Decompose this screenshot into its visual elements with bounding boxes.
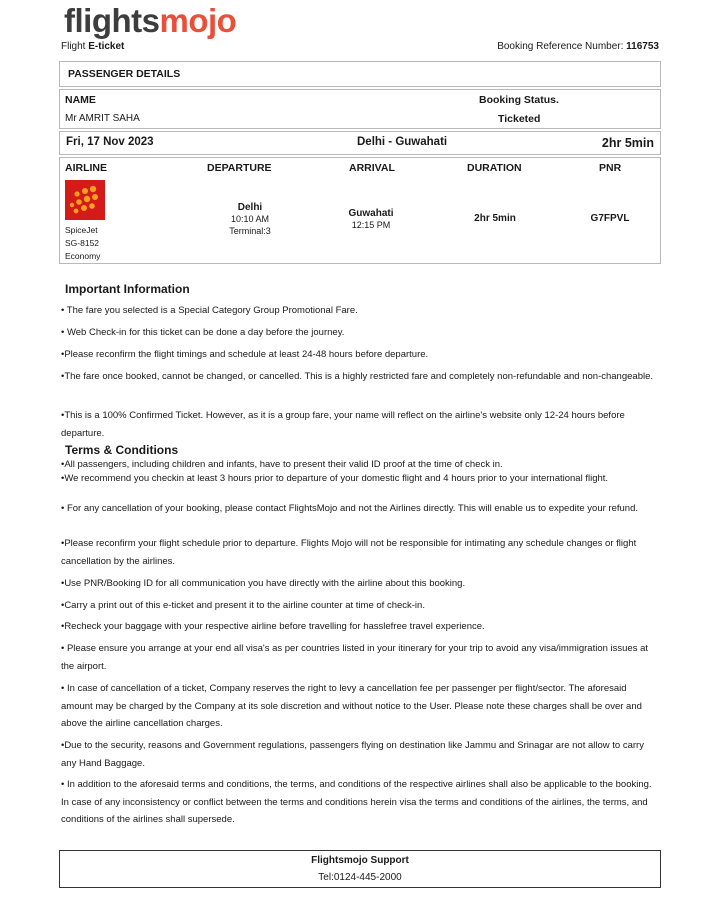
support-box bbox=[59, 850, 661, 888]
terms-title: Terms & Conditions bbox=[65, 443, 179, 457]
important-info-title: Important Information bbox=[65, 282, 190, 296]
booking-status-label: Booking Status. bbox=[479, 94, 559, 106]
name-label: NAME bbox=[65, 94, 96, 106]
departure-city: Delhi bbox=[237, 202, 263, 213]
name-value: Mr AMRIT SAHA bbox=[65, 113, 140, 124]
brand-logo-part1: flights bbox=[64, 2, 160, 39]
journey-route: Delhi - Guwahati bbox=[357, 136, 448, 148]
departure-time: 10:10 AM bbox=[230, 214, 270, 224]
terms-item: •Please reconfirm your flight schedule prior to departure. Flights Mojo will not be responsible for intimating any schedule changes or flight cancellation by the airlines. bbox=[61, 538, 637, 567]
arrival-column-header: ARRIVAL bbox=[349, 162, 395, 174]
terms-item: • In addition to the aforesaid terms and conditions, the terms, and conditions of the respective airlines shall also be applicable to the booking. In case of any inconsistency or conflict between the terms and conditions herein visa the terms and conditions of the airlines, the terms, and conditions of the airlines shall supersede. bbox=[61, 779, 652, 825]
spicejet-dots-icon bbox=[65, 180, 105, 220]
terms-item: • In case of cancellation of a ticket, Company reserves the right to levy a cancellation fee per passenger per flight/sector. The aforesaid amount may be charged by the Company at its sole discretion and without notice to the User. Please note these charges shall be over and above the airline cancellation charges. bbox=[61, 683, 642, 729]
important-item: • The fare you selected is a Special Category Group Promotional Fare. bbox=[61, 305, 358, 316]
eticket-prefix: Flight bbox=[61, 41, 89, 52]
flight-duration: 2hr 5min bbox=[474, 213, 516, 224]
terms-item: • Please ensure you arrange at your end all visa's as per countries listed in your itinerary for your trip to avoid any visa/immigration issues at the airport. bbox=[61, 643, 649, 672]
pnr-column-header: PNR bbox=[599, 162, 622, 174]
brand-logo-part2: mojo bbox=[159, 2, 237, 39]
booking-ref-value: 116753 bbox=[626, 41, 659, 52]
booking-reference bbox=[497, 41, 659, 52]
terms-item: •We recommend you checkin at least 3 hours prior to departure of your domestic flight and 4 hours prior to your international flight. bbox=[61, 473, 609, 484]
spicejet-logo-icon bbox=[65, 180, 105, 220]
important-item: •This is a 100% Confirmed Ticket. However, as it is a group fare, your name will reflect on the airline's website only 12-24 hours before departure. bbox=[61, 410, 625, 439]
support-phone: Tel:0124-445-2000 bbox=[318, 872, 402, 883]
flight-details-table bbox=[59, 157, 661, 264]
departure-column-header: DEPARTURE bbox=[207, 162, 272, 174]
journey-date: Fri, 17 Nov 2023 bbox=[66, 136, 154, 148]
eticket-bold: E-ticket bbox=[88, 41, 125, 52]
journey-summary bbox=[59, 131, 661, 155]
departure-terminal: Terminal:3 bbox=[229, 226, 271, 236]
terms-item: •Due to the security, reasons and Government regulations, passengers flying on destination like Jammu and Srinagar are not allow to carry any Hand Baggage. bbox=[61, 740, 644, 769]
cabin-class: Economy bbox=[65, 251, 101, 261]
support-title: Flightsmojo Support bbox=[311, 855, 409, 866]
terms-item: •All passengers, including children and infants, have to present their valid ID proof at the time of check in. bbox=[61, 459, 503, 470]
passenger-details-title: PASSENGER DETAILS bbox=[68, 68, 181, 80]
terms-item: •Carry a print out of this e-ticket and present it to the airline counter at time of check-in. bbox=[61, 600, 425, 611]
important-item: •The fare once booked, cannot be changed, or cancelled. This is a highly restricted fare and completely non-refundable and non-changeable. bbox=[61, 371, 654, 382]
journey-duration: 2hr 5min bbox=[601, 136, 654, 150]
important-item: • Web Check-in for this ticket can be done a day before the journey. bbox=[61, 327, 345, 338]
brand-logo bbox=[64, 2, 236, 40]
terms-item: •Use PNR/Booking ID for all communication you have directly with the airline about this booking. bbox=[61, 578, 466, 589]
terms-item: • For any cancellation of your booking, please contact FlightsMojo and not the Airlines directly. This will enable us to expedite your refund. bbox=[61, 503, 638, 514]
eticket-label bbox=[61, 41, 124, 52]
airline-name: SpiceJet bbox=[65, 225, 98, 235]
passenger-details-header bbox=[59, 61, 661, 87]
passenger-name-box bbox=[59, 89, 661, 129]
flight-number: SG-8152 bbox=[65, 238, 100, 248]
booking-ref-label: Booking Reference Number: bbox=[497, 41, 627, 52]
arrival-time: 12:15 PM bbox=[351, 220, 391, 230]
airline-column-header: AIRLINE bbox=[65, 162, 107, 174]
pnr-value: G7FPVL bbox=[590, 213, 630, 224]
arrival-city: Guwahati bbox=[348, 208, 394, 219]
terms-item: •Recheck your baggage with your respective airline before travelling for hasslefree travel experience. bbox=[61, 621, 485, 632]
important-item: •Please reconfirm the flight timings and schedule at least 24-48 hours before departure. bbox=[61, 349, 429, 360]
duration-column-header: DURATION bbox=[467, 162, 522, 174]
booking-status-value: Ticketed bbox=[498, 113, 541, 125]
